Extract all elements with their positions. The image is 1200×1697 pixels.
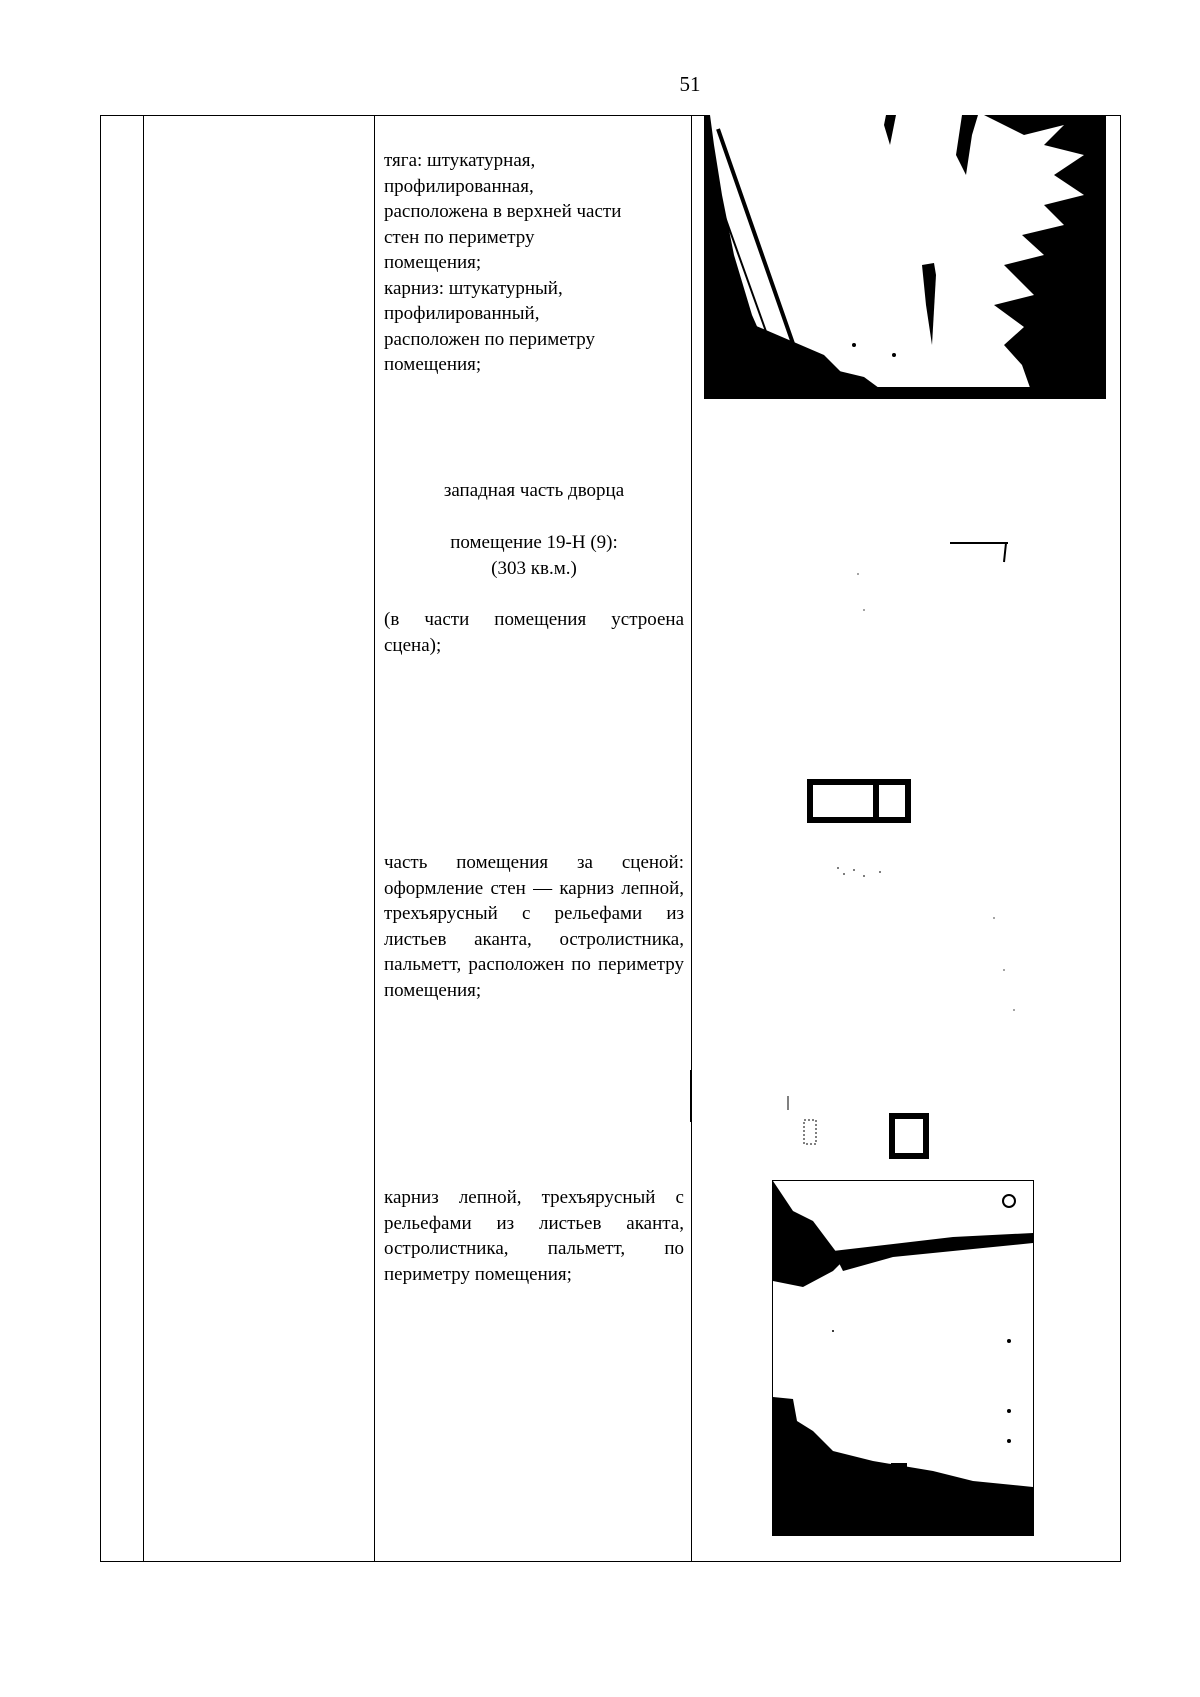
room-title: помещение 19-Н (9):: [450, 532, 618, 553]
behind-stage-text: часть помещения за сценой: оформление стен — карниз лепной, трехъярусный с рельефами из листьев аканта, остролистника, пальметт, расположен по периметру помещения;: [384, 852, 684, 1001]
photo-divider-fragment: [690, 1070, 691, 1122]
table-left-border: [100, 115, 101, 1562]
section-title: западная часть дворца: [443, 480, 625, 501]
column-divider-1: [143, 115, 144, 1562]
column-divider-2: [374, 115, 375, 1562]
text-line: тяга: штукатурная,: [384, 150, 536, 171]
text-line: стен по периметру: [384, 226, 535, 248]
text-line: помещения;: [384, 354, 482, 375]
table-bottom-border: [100, 1561, 1120, 1562]
text-line: карниз: штукатурный,: [384, 277, 563, 299]
photo-cornice: [772, 1180, 1034, 1536]
cornice-text: карниз лепной, трехъярусный с рельефами из листьев аканта, остролистника, пальметт, по периметру помещения;: [384, 1187, 684, 1285]
stage-note: (в части помещения устроена сцена);: [384, 609, 684, 656]
text-line: расположена в верхней части: [384, 201, 622, 222]
text-line: помещения;: [384, 252, 482, 273]
room-area: (303 кв.м.): [491, 558, 577, 579]
photo-ceiling-corner: [704, 115, 1106, 399]
photo-stage-hall: [704, 410, 1114, 1170]
text-line: расположен по периметру: [384, 328, 595, 350]
text-line: профилированная,: [384, 175, 534, 197]
text-line: профилированный,: [384, 303, 540, 324]
tyaga-block: [384, 148, 694, 378]
page-number: 51: [679, 72, 701, 96]
table-right-border: [1120, 115, 1121, 1562]
